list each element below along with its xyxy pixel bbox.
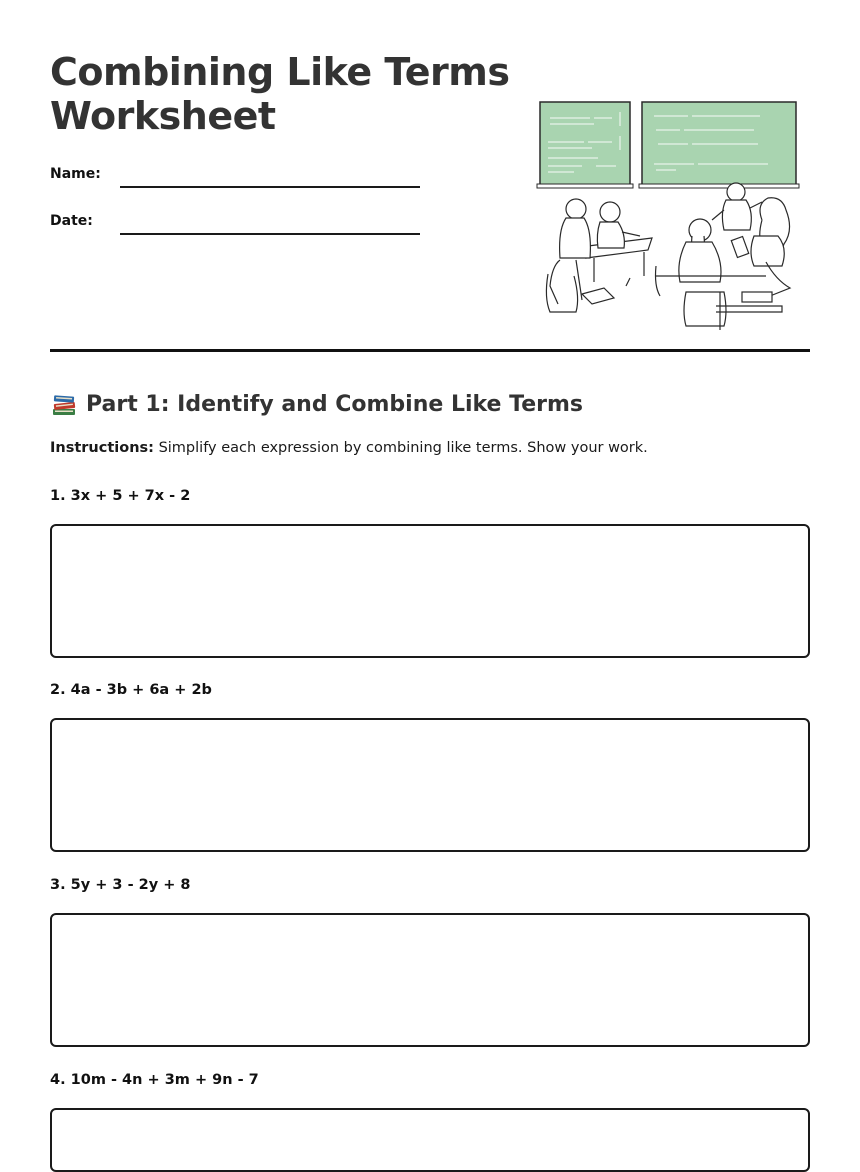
chalkboard-left [540,102,630,186]
part1-heading [50,388,583,420]
answer-box[interactable] [50,1108,810,1172]
part1-heading-text: Part 1: Identify and Combine Like Terms [86,391,583,417]
problem-label: 2. 4a - 3b + 6a + 2b [50,682,212,698]
problem-label: 3. 5y + 3 - 2y + 8 [50,877,191,893]
instructions-text: Simplify each expression by combining like terms. Show your work. [153,440,648,456]
name-field [50,166,420,194]
problem-1 [50,486,810,506]
answer-box[interactable] [50,718,810,852]
page-title: Combining Like Terms Worksheet [50,50,510,138]
date-field [50,213,420,241]
answer-box[interactable] [50,913,810,1047]
problem-label: 1. 3x + 5 + 7x - 2 [50,488,191,504]
answer-box[interactable] [50,524,810,658]
problem-3 [50,875,810,895]
books-icon [50,390,78,418]
instructions [50,440,648,456]
problem-2 [50,680,810,700]
date-blank-line [120,233,420,235]
name-blank-line [120,186,420,188]
date-label: Date: [50,213,93,229]
problem-4 [50,1070,810,1090]
name-label: Name: [50,166,101,182]
header-divider [50,349,810,352]
problem-label: 4. 10m - 4n + 3m + 9n - 7 [50,1072,259,1088]
instructions-lead: Instructions: [50,440,154,456]
classroom-illustration [536,96,800,330]
